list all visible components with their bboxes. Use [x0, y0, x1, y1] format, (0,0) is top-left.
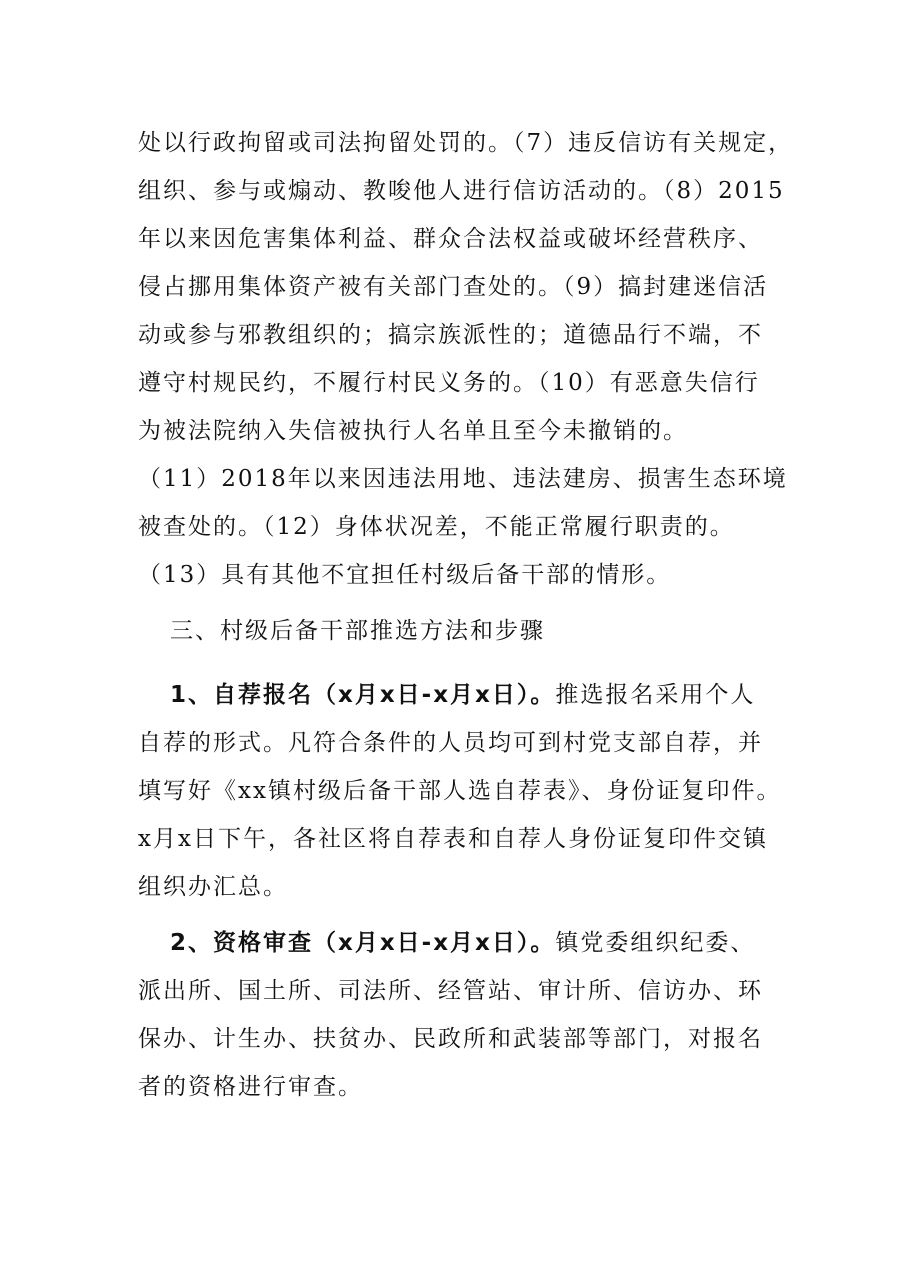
step1-first-line: [170, 680, 755, 710]
step2-line: 者的资格进行审查。: [138, 1074, 363, 1100]
step2-title: 2、资格审查（x月x日-x月x日）。: [170, 930, 556, 956]
paragraph-line: （11）2018年以来因违法用地、违法建房、损害生态环境: [138, 466, 788, 492]
step2-first-line-rest: 镇党委组织纪委、: [555, 930, 756, 956]
section-heading: 三、村级后备干部推选方法和步骤: [170, 618, 545, 644]
paragraph-line: 被查处的。（12）身体状况差，不能正常履行职责的。: [138, 514, 735, 540]
paragraph-line: 侵占挪用集体资产被有关部门查处的。（9）搞封建迷信活: [138, 274, 769, 300]
paragraph-line: 遵守村规民约，不履行村民义务的。（10）有恶意失信行: [138, 370, 760, 396]
paragraph-line: 为被法院纳入失信被执行人名单且至今未撤销的。: [138, 418, 688, 444]
paragraph-line: （13）具有其他不宜担任村级后备干部的情形。: [138, 562, 672, 588]
paragraph-line: 动或参与邪教组织的；搞宗族派性的；道德品行不端，不: [138, 322, 763, 348]
step1-first-line-rest: 推选报名采用个人: [555, 682, 756, 708]
step1-title: 1、自荐报名（x月x日-x月x日）。: [170, 682, 556, 708]
step2-line: 保办、计生办、扶贫办、民政所和武装部等部门，对报名: [138, 1026, 763, 1052]
step1-line: 自荐的形式。凡符合条件的人员均可到村党支部自荐，并: [138, 730, 763, 756]
step2-first-line: [170, 928, 755, 958]
step1-line: 填写好《xx镇村级后备干部人选自荐表》、身份证复印件。: [138, 778, 782, 804]
step2-line: 派出所、国土所、司法所、经管站、审计所、信访办、环: [138, 978, 763, 1004]
paragraph-line: 处以行政拘留或司法拘留处罚的。（7）违反信访有关规定，: [138, 130, 794, 156]
step1-line: x月x日下午，各社区将自荐表和自荐人身份证复印件交镇: [138, 826, 768, 852]
step1-line: 组织办汇总。: [138, 874, 288, 900]
paragraph-line: 组织、参与或煽动、教唆他人进行信访活动的。（8）2015: [138, 178, 785, 204]
paragraph-line: 年以来因危害集体利益、群众合法权益或破坏经营秩序、: [138, 226, 763, 252]
